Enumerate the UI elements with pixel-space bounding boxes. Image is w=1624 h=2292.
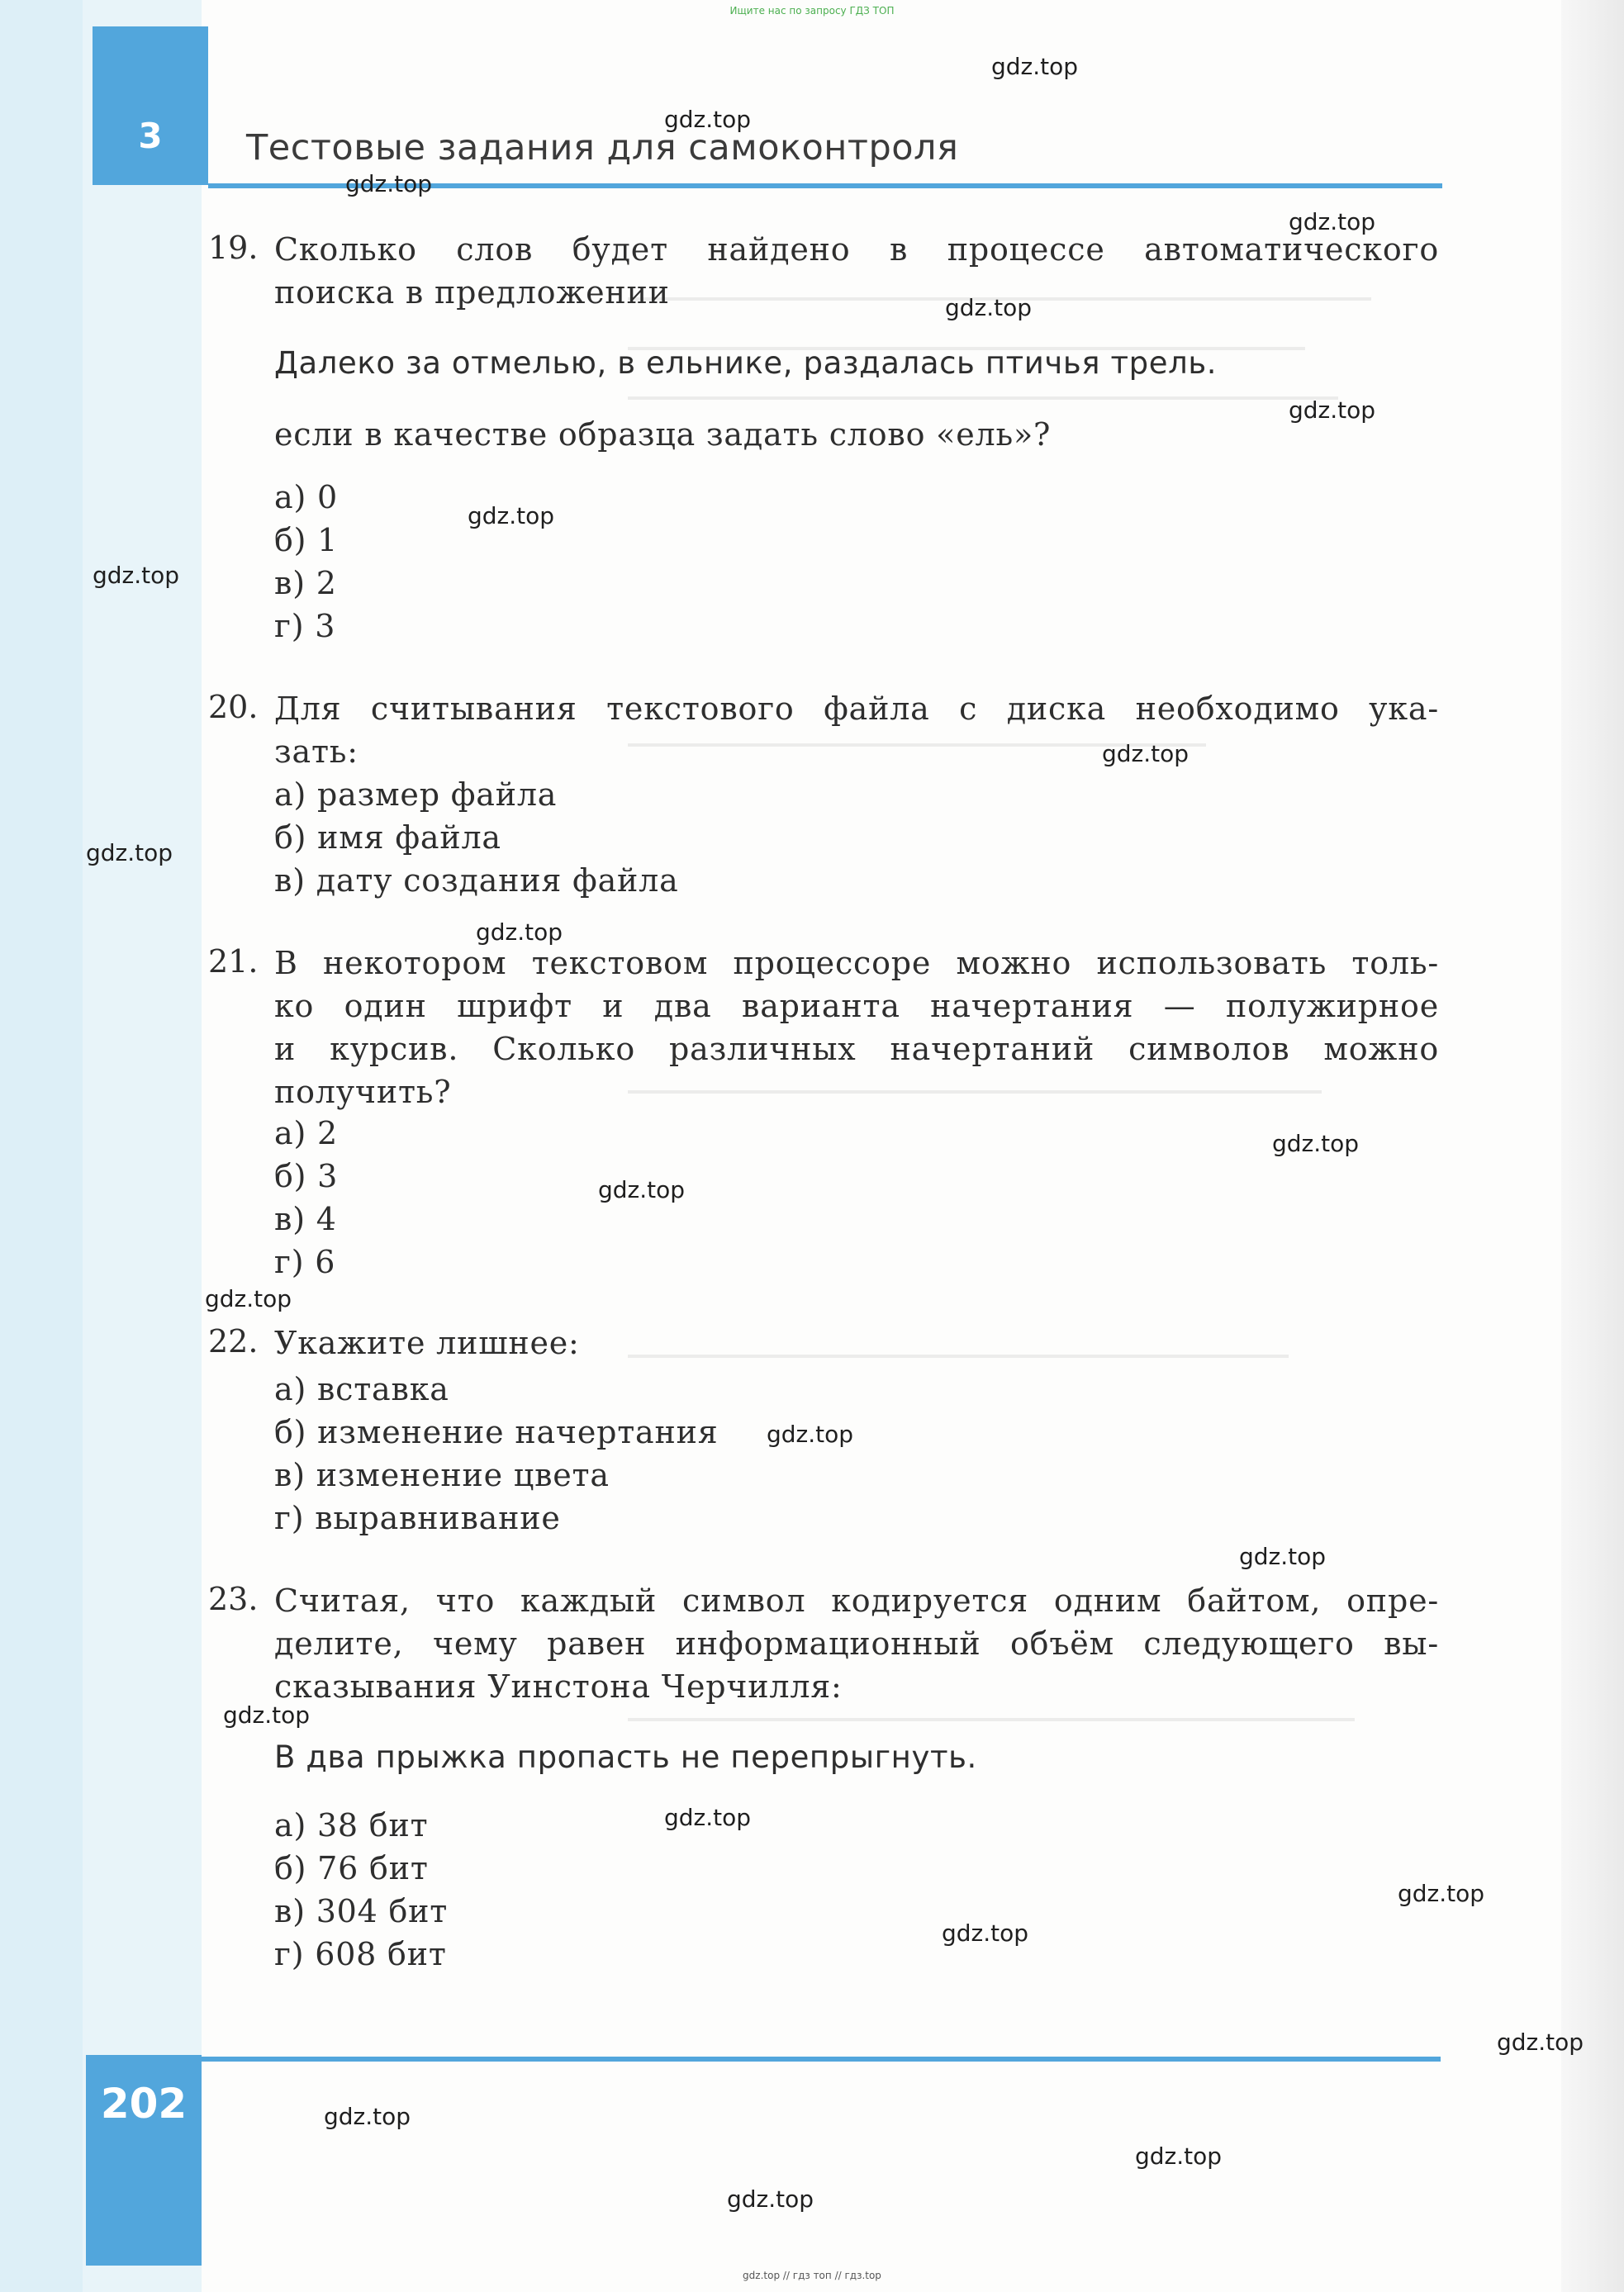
question-number: 21. — [208, 943, 259, 980]
watermark: gdz.top — [942, 1919, 1029, 1947]
watermark: gdz.top — [468, 502, 555, 529]
page-edge-shadow — [1561, 0, 1624, 2292]
watermark: gdz.top — [1289, 396, 1376, 424]
question-text-line: получить? — [274, 1074, 452, 1110]
answer-option: г) 6 — [274, 1244, 336, 1280]
answer-option: в) 4 — [274, 1201, 337, 1237]
answer-option: а) вставка — [274, 1371, 449, 1407]
question-text-line: и курсив. Сколько различных начертаний символов можно — [274, 1031, 1439, 1067]
answer-option: б) 3 — [274, 1158, 339, 1194]
footer-divider — [202, 2057, 1441, 2062]
watermark: gdz.top — [1102, 740, 1190, 767]
question-text-line: поиска в предложении — [274, 274, 670, 311]
watermark: gdz.top — [664, 1804, 752, 1831]
watermark: gdz.top — [93, 562, 180, 589]
watermark: gdz.top — [223, 1701, 311, 1729]
watermark: gdz.top — [598, 1176, 686, 1203]
question-number: 20. — [208, 689, 259, 725]
answer-option: в) 2 — [274, 565, 337, 601]
watermark: gdz.top — [991, 53, 1079, 80]
question-number: 23. — [208, 1581, 259, 1617]
watermark: gdz.top — [205, 1285, 292, 1312]
show-through-line — [628, 1355, 1289, 1358]
answer-option: б) изменение начертания — [274, 1414, 719, 1450]
show-through-line — [628, 1090, 1322, 1094]
watermark: gdz.top — [727, 2185, 814, 2213]
question-number: 19. — [208, 230, 259, 266]
watermark: gdz.top — [345, 170, 433, 197]
question-text-line: Считая, что каждый символ кодируется одним байтом, опре- — [274, 1583, 1439, 1619]
example-sentence: Далеко за отмелью, в ельнике, раздалась птичья трель. — [274, 345, 1218, 381]
question-text-line: если в качестве образца задать слово «ель»? — [274, 416, 1052, 453]
question-text-line: ко один шрифт и два варианта начертания — полужирное — [274, 988, 1439, 1024]
watermark: gdz.top — [1289, 208, 1376, 235]
answer-option: б) 1 — [274, 522, 339, 558]
question-text-line: Сколько слов будет найдено в процессе автоматического — [274, 231, 1439, 268]
page-margin-tint — [0, 0, 202, 2292]
watermark: gdz.top — [476, 918, 563, 946]
watermark: gdz.top — [324, 2103, 411, 2130]
watermark: gdz.top — [1272, 1130, 1360, 1157]
answer-option: г) 608 бит — [274, 1936, 447, 1972]
watermark: gdz.top — [945, 294, 1033, 321]
question-text-line: делите, чему равен информационный объём следующего вы- — [274, 1625, 1439, 1662]
question-text-line: Укажите лишнее: — [274, 1325, 580, 1361]
question-text-line: сказывания Уинстона Черчилля: — [274, 1668, 843, 1705]
answer-option: б) имя файла — [274, 819, 501, 856]
watermark: gdz.top — [1497, 2029, 1584, 2056]
question-number: 22. — [208, 1323, 259, 1360]
watermark: gdz.top — [86, 839, 173, 866]
show-through-line — [628, 1718, 1355, 1721]
watermark: gdz.top — [1135, 2143, 1223, 2170]
watermark: gdz.top — [767, 1421, 854, 1448]
show-through-line — [628, 396, 1338, 400]
page-title: Тестовые задания для самоконтроля — [246, 127, 959, 168]
answer-option: в) изменение цвета — [274, 1457, 610, 1493]
answer-option: а) размер файла — [274, 776, 558, 813]
answer-option: в) 304 бит — [274, 1893, 449, 1929]
answer-option: в) дату создания файла — [274, 862, 679, 899]
top-note: Ищите нас по запросу ГДЗ ТОП — [729, 5, 895, 17]
watermark: gdz.top — [1239, 1543, 1327, 1570]
question-text-line: В некотором текстовом процессоре можно использовать толь- — [274, 945, 1439, 981]
answer-option: а) 2 — [274, 1115, 338, 1151]
watermark: gdz.top — [1398, 1880, 1485, 1907]
answer-option: а) 38 бит — [274, 1807, 429, 1844]
chapter-tab — [93, 26, 208, 185]
chapter-number: 3 — [138, 116, 163, 156]
question-text-line: Для считывания текстового файла с диска необходимо ука- — [274, 690, 1439, 727]
watermark: gdz.top — [664, 106, 752, 133]
page-number: 202 — [100, 2080, 188, 2128]
example-sentence: В два прыжка пропасть не перепрыгнуть. — [274, 1739, 977, 1775]
answer-option: г) выравнивание — [274, 1500, 561, 1536]
bottom-note: gdz.top // гдз топ // гдз.top — [743, 2270, 881, 2281]
answer-option: г) 3 — [274, 608, 336, 644]
question-text-line: зать: — [274, 733, 359, 770]
answer-option: а) 0 — [274, 479, 338, 515]
answer-option: б) 76 бит — [274, 1850, 429, 1886]
